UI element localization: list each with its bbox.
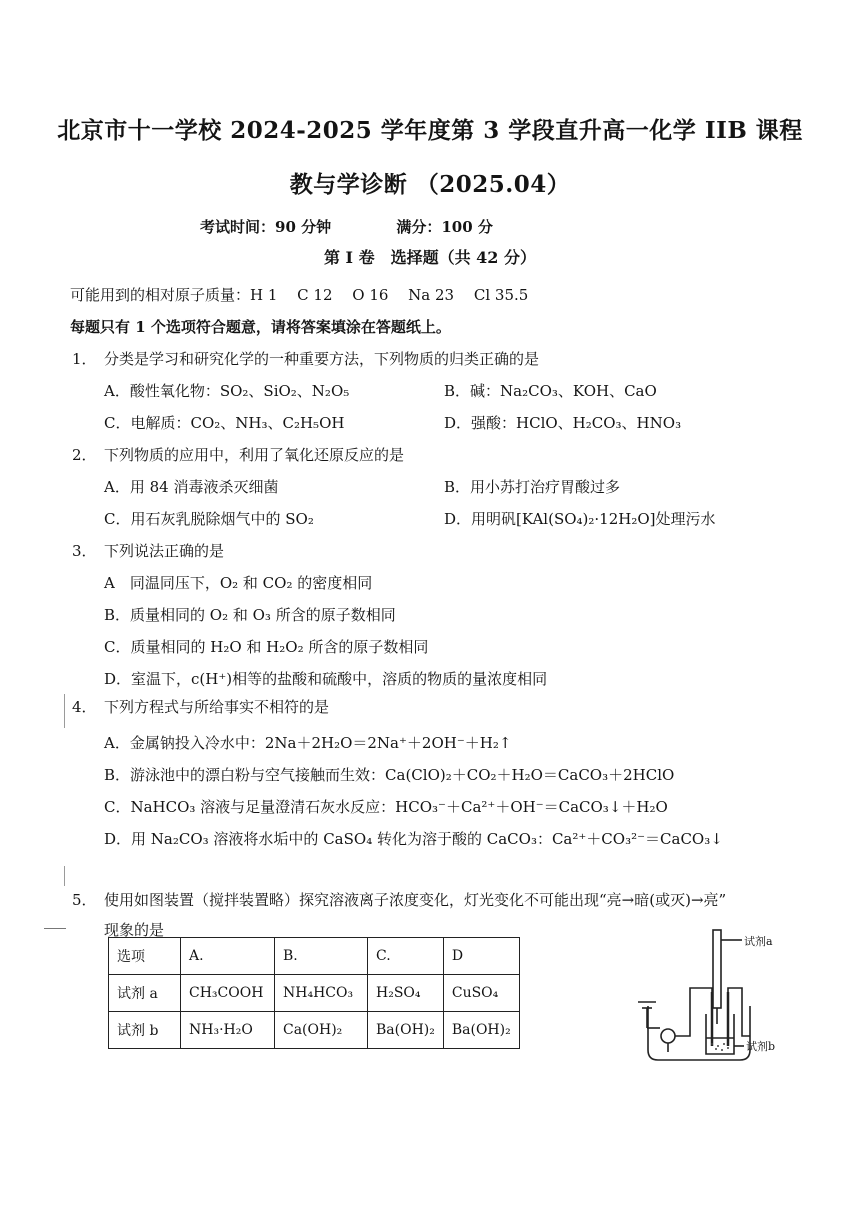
table-cell: H₂SO₄: [368, 975, 444, 1012]
exam-meta: [200, 216, 493, 237]
exam-title: 北京市十一学校 2024-2025 学年度第 3 学段直升高一化学 IIB 课程: [57, 117, 803, 144]
table-cell: Ba(OH)₂: [443, 1012, 519, 1049]
option-c: C．质量相同的 H₂O 和 H₂O₂ 所含的原子数相同: [104, 638, 429, 656]
option-b: B．游泳池中的漂白粉与空气接触而生效：Ca(ClO)₂＋CO₂＋H₂O＝CaCO₃＋2HClO: [104, 766, 675, 784]
question-number: 5．: [72, 891, 97, 909]
question-stem: 下列物质的应用中，利用了氧化还原反应的是: [104, 446, 405, 464]
question-stem-continued: 现象的是: [104, 921, 165, 939]
reagent-b-label: 试剂b: [746, 1040, 776, 1053]
question-stem: 分类是学习和研究化学的一种重要方法，下列物质的归类正确的是: [104, 350, 540, 368]
option-c: C．NaHCO₃ 溶液与足量澄清石灰水反应：HCO₃⁻＋Ca²⁺＋OH⁻＝CaCO₃↓＋H₂O: [104, 798, 668, 816]
table-row: [109, 975, 520, 1012]
table-row: [109, 938, 520, 975]
table-cell: C.: [368, 938, 444, 975]
question-number: 1．: [72, 350, 97, 368]
bulb: [661, 1029, 675, 1043]
table-row: [109, 1012, 520, 1049]
option-d: D．强酸：HClO、H₂CO₃、HNO₃: [444, 414, 682, 432]
apparatus-figure: [630, 928, 790, 1068]
atomic-masses: 可能用到的相对原子质量：H 1 C 12 O 16 Na 23 Cl 35.5: [70, 286, 529, 304]
option-d: D．用 Na₂CO₃ 溶液将水垢中的 CaSO₄ 转化为溶于酸的 CaCO₃：Ca²⁺＋CO₃²⁻＝CaCO₃↓: [104, 830, 723, 848]
option-b: B．用小苏打治疗胃酸过多: [444, 478, 621, 496]
margin-mark: [64, 866, 65, 886]
table-cell: 选项: [109, 938, 181, 975]
options-table: [108, 937, 520, 1049]
margin-mark: [64, 694, 65, 728]
burette: [713, 930, 721, 1008]
question-number: 2．: [72, 446, 97, 464]
option-b: B．碱：Na₂CO₃、KOH、CaO: [444, 382, 657, 400]
section-title: 第 I 卷 选择题（共 42 分）: [323, 248, 537, 267]
beaker: [706, 1014, 734, 1054]
question-stem: 下列方程式与所给事实不相符的是: [104, 698, 330, 716]
table-cell: NH₃·H₂O: [181, 1012, 275, 1049]
question-stem: 使用如图装置（搅拌装置略）探究溶液离子浓度变化，灯光变化不可能出现“亮→暗(或灭)→亮”: [104, 891, 727, 909]
option-d: D．室温下，c(H⁺)相等的盐酸和硫酸中，溶质的物质的量浓度相同: [104, 670, 548, 688]
full-score: 满分：100 分: [396, 218, 493, 236]
instruction: 每题只有 1 个选项符合题意，请将答案填涂在答题纸上。: [70, 318, 451, 336]
table-cell: CuSO₄: [443, 975, 519, 1012]
option-c: C．电解质：CO₂、NH₃、C₂H₅OH: [104, 414, 345, 432]
table-cell: D: [443, 938, 519, 975]
table-cell: 试剂 a: [109, 975, 181, 1012]
margin-dash: [44, 928, 66, 929]
table-cell: A.: [181, 938, 275, 975]
option-a: A．酸性氧化物：SO₂、SiO₂、N₂O₅: [104, 382, 350, 400]
question-number: 3．: [72, 542, 97, 560]
option-a: A．用 84 消毒液杀灭细菌: [104, 478, 279, 496]
exam-subtitle: 教与学诊断 （2025.04）: [289, 171, 571, 198]
option-b: B．质量相同的 O₂ 和 O₃ 所含的原子数相同: [104, 606, 396, 624]
option-c: C．用石灰乳脱除烟气中的 SO₂: [104, 510, 314, 528]
option-d: D．用明矾[KAl(SO₄)₂·12H₂O]处理污水: [444, 510, 716, 528]
exam-time: 考试时间：90 分钟: [200, 218, 332, 236]
question-stem: 下列说法正确的是: [104, 542, 225, 560]
table-cell: Ba(OH)₂: [368, 1012, 444, 1049]
reagent-a-label: 试剂a: [744, 935, 773, 948]
table-cell: CH₃COOH: [181, 975, 275, 1012]
table-cell: B.: [275, 938, 368, 975]
question-number: 4．: [72, 698, 97, 716]
table-cell: NH₄HCO₃: [275, 975, 368, 1012]
option-a: A 同温同压下，O₂ 和 CO₂ 的密度相同: [104, 574, 373, 592]
option-a: A．金属钠投入冷水中：2Na＋2H₂O＝2Na⁺＋2OH⁻＋H₂↑: [104, 734, 512, 752]
table-cell: Ca(OH)₂: [275, 1012, 368, 1049]
table-cell: 试剂 b: [109, 1012, 181, 1049]
